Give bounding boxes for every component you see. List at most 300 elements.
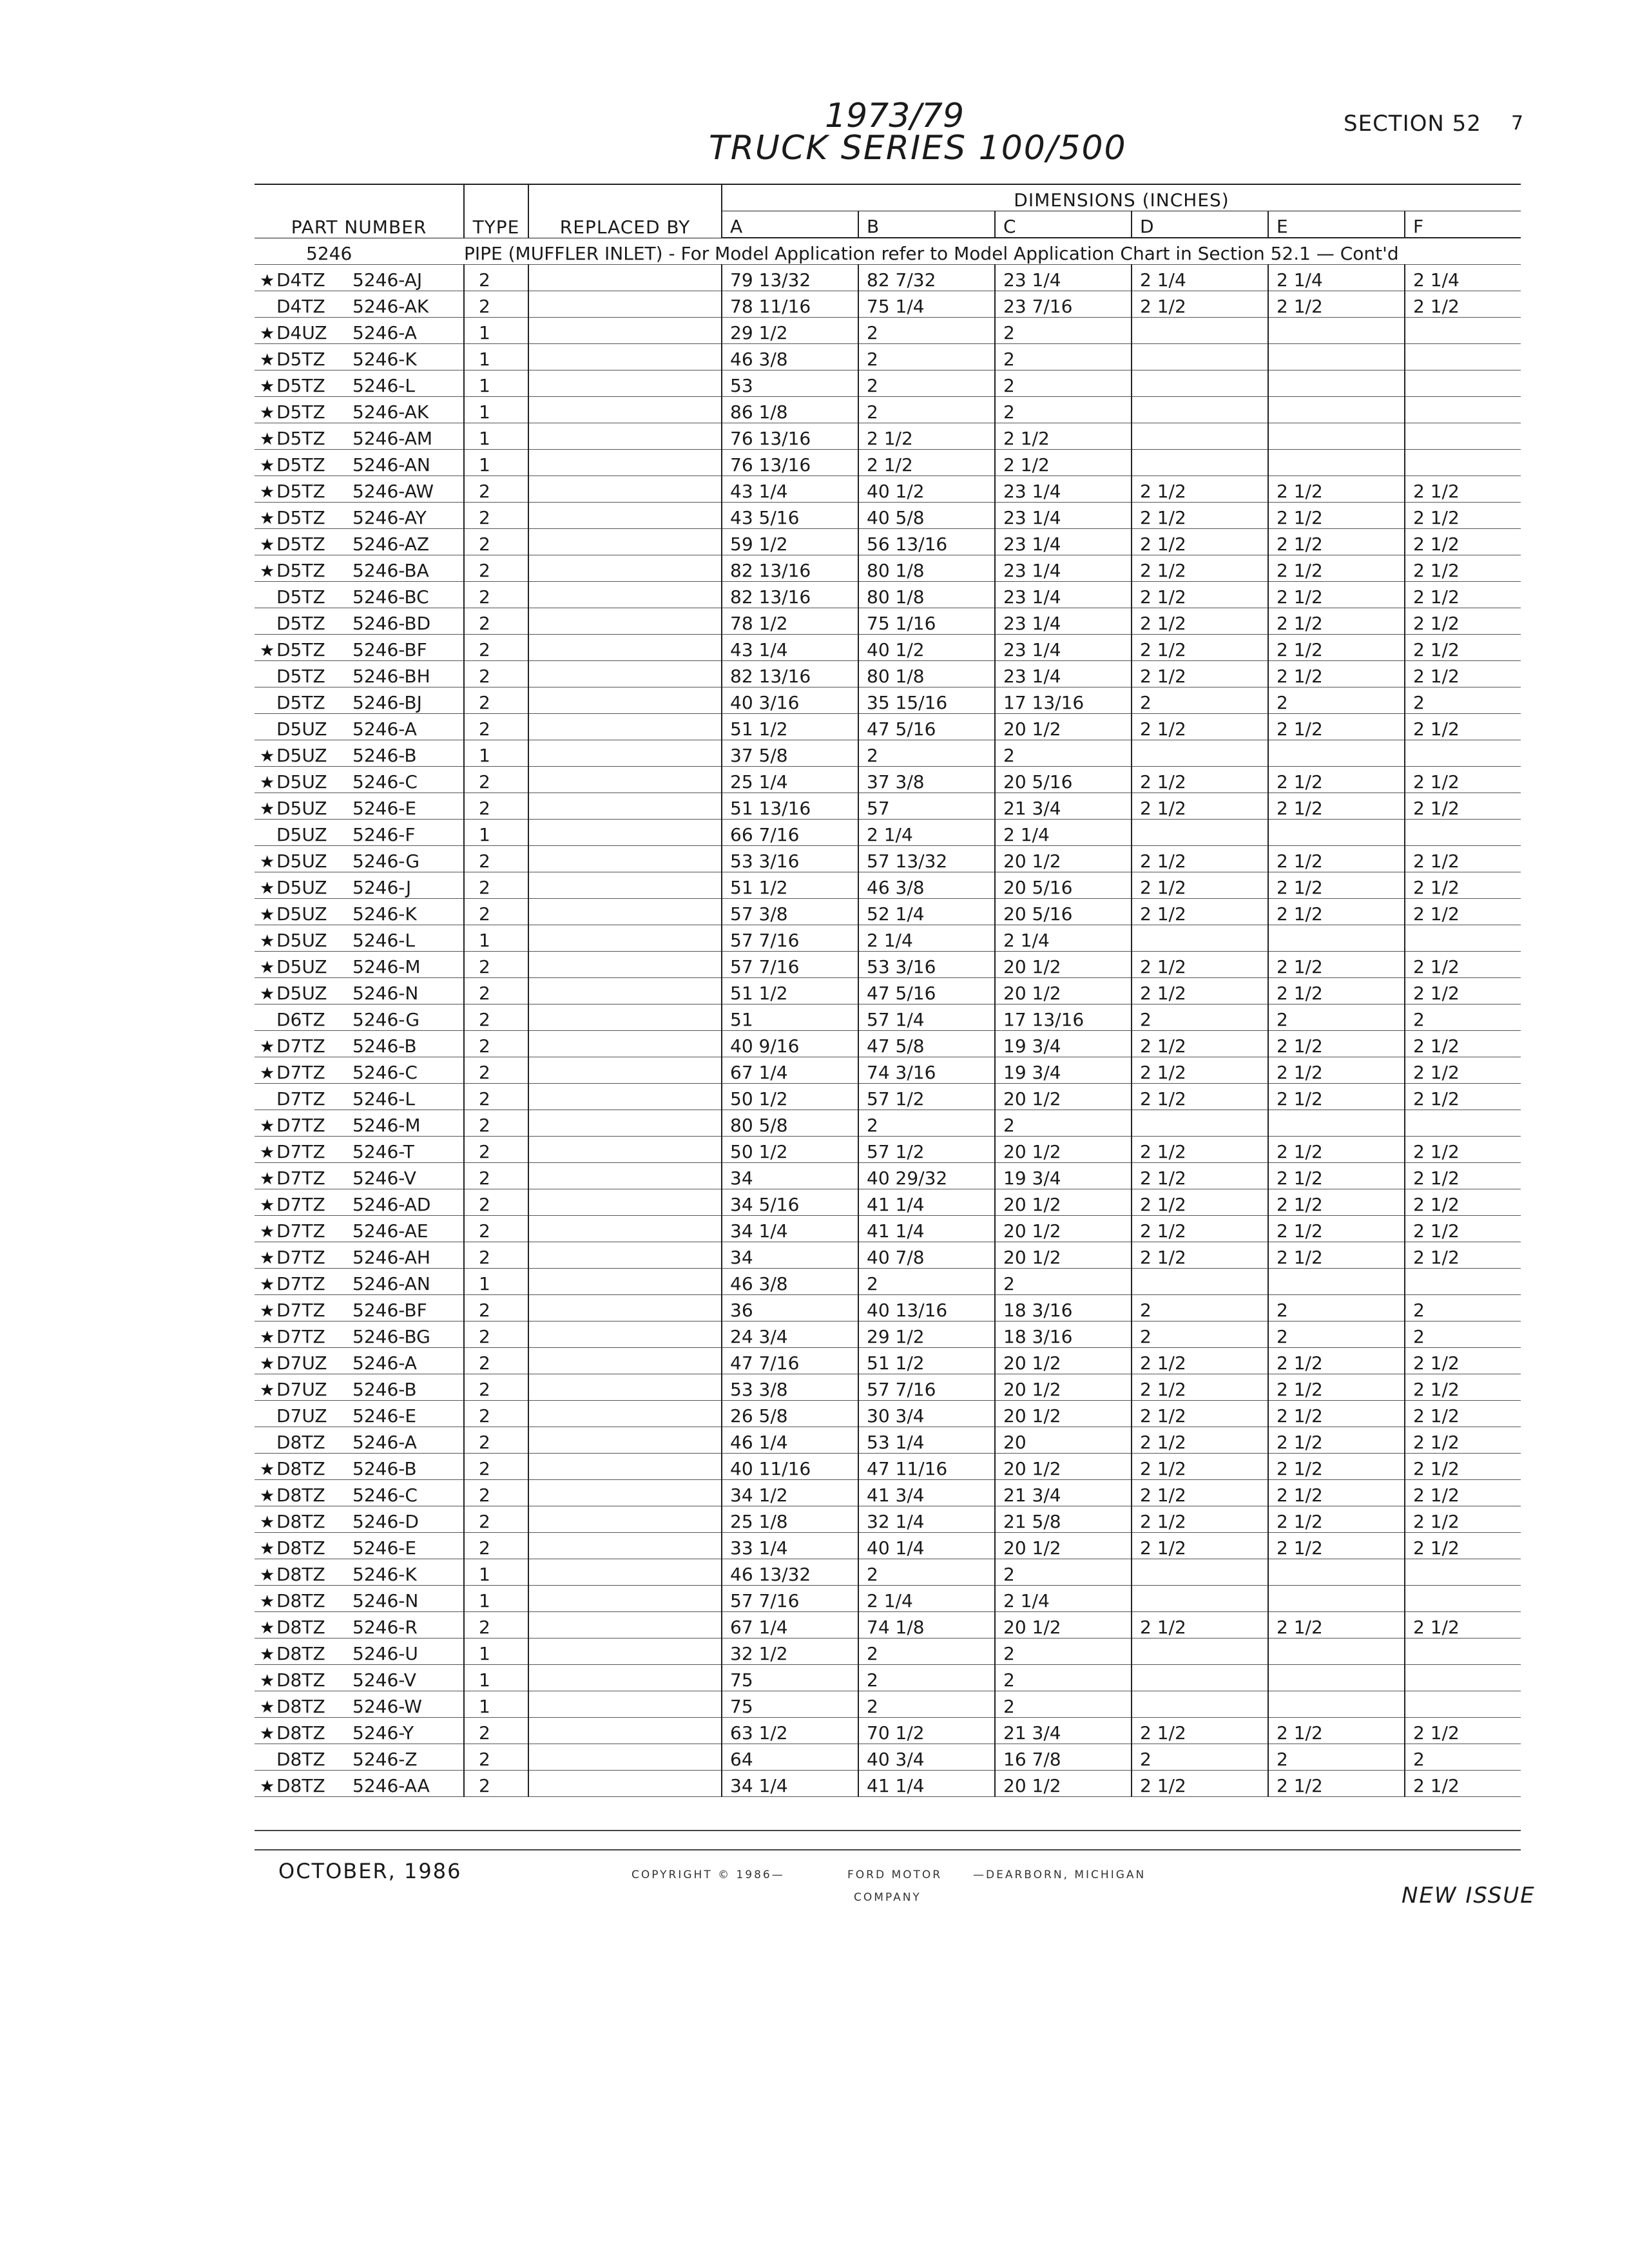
part-suffix: 5246-J: [352, 877, 412, 898]
dim-c-cell: 2: [995, 1665, 1132, 1691]
part-number-cell: [255, 318, 464, 344]
dim-e-cell: 2 1/2: [1268, 1242, 1405, 1269]
table-row: [255, 952, 1521, 978]
dim-d-cell: 2: [1132, 1295, 1268, 1321]
dim-f-cell: [1405, 1559, 1521, 1586]
dim-d-cell: 2 1/2: [1132, 1348, 1268, 1374]
star-icon: ★: [260, 773, 275, 793]
table-row: [255, 899, 1521, 925]
part-suffix: 5246-K: [352, 903, 417, 925]
table-row: [255, 767, 1521, 793]
dim-e-cell: 2 1/2: [1268, 1189, 1405, 1216]
dim-d-cell: 2 1/2: [1132, 476, 1268, 503]
type-cell: 2: [464, 661, 528, 687]
dim-b-cell: 75 1/4: [858, 291, 995, 318]
star-icon: ★: [260, 1381, 275, 1400]
part-suffix: 5246-F: [352, 824, 416, 845]
replaced-by-cell: [528, 1242, 722, 1269]
part-number-cell: [255, 1163, 464, 1189]
part-suffix: 5246-BG: [352, 1326, 430, 1347]
type-cell: 2: [464, 1110, 528, 1137]
type-cell: 2: [464, 1163, 528, 1189]
dim-f-cell: 2 1/2: [1405, 1533, 1521, 1559]
part-number-cell: [255, 846, 464, 872]
replaced-by-cell: [528, 291, 722, 318]
part-number-cell: [255, 1374, 464, 1401]
table-row: [255, 608, 1521, 635]
dim-a-cell: 76 13/16: [722, 423, 858, 450]
dim-e-cell: [1268, 820, 1405, 846]
dim-f-cell: [1405, 925, 1521, 952]
publisher-location: —DEARBORN, MICHIGAN: [973, 1869, 1146, 1881]
dim-c-cell: 2: [995, 370, 1132, 397]
part-number-cell: [255, 344, 464, 370]
part-prefix: D5TZ: [276, 613, 325, 634]
dim-c-cell: 2 1/4: [995, 820, 1132, 846]
dim-f-cell: 2 1/2: [1405, 1401, 1521, 1427]
star-icon: ★: [260, 1460, 275, 1479]
dim-d-cell: 2 1/2: [1132, 1189, 1268, 1216]
star-icon: ★: [260, 562, 275, 581]
dim-d-cell: [1132, 450, 1268, 476]
dim-a-cell: 67 1/4: [722, 1057, 858, 1084]
dim-e-cell: 2 1/4: [1268, 265, 1405, 291]
part-number-cell: [255, 1559, 464, 1586]
dim-e-cell: 2 1/2: [1268, 846, 1405, 872]
section-label: SECTION 52: [1344, 111, 1481, 137]
part-prefix: D8TZ: [276, 1485, 325, 1506]
type-header: TYPE: [464, 184, 528, 238]
type-cell: 2: [464, 1771, 528, 1797]
dim-b-cell: 2: [858, 1110, 995, 1137]
dim-c-cell: 19 3/4: [995, 1163, 1132, 1189]
dim-b-cell: 29 1/2: [858, 1321, 995, 1348]
dim-d-cell: [1132, 370, 1268, 397]
dim-e-cell: 2 1/2: [1268, 1533, 1405, 1559]
part-suffix: 5246-AN: [352, 454, 430, 476]
part-number-cell: [255, 1533, 464, 1559]
dim-f-cell: 2 1/2: [1405, 1427, 1521, 1454]
dim-b-cell: 40 3/4: [858, 1744, 995, 1771]
dim-d-cell: [1132, 1269, 1268, 1295]
dim-d-cell: [1132, 820, 1268, 846]
part-number-cell: [255, 1454, 464, 1480]
dim-d-cell: [1132, 344, 1268, 370]
part-prefix: D7TZ: [276, 1273, 325, 1294]
part-prefix: D8TZ: [276, 1564, 325, 1585]
part-number-cell: [255, 397, 464, 423]
dim-e-cell: 2 1/2: [1268, 1506, 1405, 1533]
dim-f-cell: 2 1/2: [1405, 1163, 1521, 1189]
part-suffix: 5246-U: [352, 1643, 418, 1664]
dim-b-cell: 2 1/2: [858, 450, 995, 476]
replaced-by-cell: [528, 1427, 722, 1454]
replaced-by-cell: [528, 1533, 722, 1559]
replaced-by-cell: [528, 1691, 722, 1718]
dim-c-cell: 23 1/4: [995, 555, 1132, 582]
part-prefix: D8TZ: [276, 1590, 325, 1611]
star-icon: ★: [260, 1698, 275, 1717]
star-icon: ★: [260, 958, 275, 977]
part-suffix: 5246-AW: [352, 481, 434, 502]
dim-c-cell: 2: [995, 740, 1132, 767]
dim-f-cell: 2 1/2: [1405, 1348, 1521, 1374]
dim-b-cell: 2 1/4: [858, 820, 995, 846]
group-row: [255, 238, 1521, 265]
dim-c-cell: 23 1/4: [995, 265, 1132, 291]
part-prefix: D7TZ: [276, 1115, 325, 1136]
dim-b-cell: 40 29/32: [858, 1163, 995, 1189]
dim-a-cell: 67 1/4: [722, 1612, 858, 1639]
part-number-cell: [255, 978, 464, 1004]
dim-f-cell: [1405, 1665, 1521, 1691]
type-cell: 2: [464, 872, 528, 899]
type-cell: 1: [464, 1639, 528, 1665]
type-cell: 1: [464, 820, 528, 846]
footer-divider: [255, 1849, 1521, 1850]
part-prefix: D7UZ: [276, 1352, 327, 1374]
part-suffix: 5246-K: [352, 349, 417, 370]
table-row: [255, 1612, 1521, 1639]
dim-f-cell: 2 1/2: [1405, 503, 1521, 529]
dim-b-cell: 80 1/8: [858, 661, 995, 687]
replaced-by-cell: [528, 608, 722, 635]
dim-d-cell: 2 1/2: [1132, 978, 1268, 1004]
star-icon: ★: [260, 1249, 275, 1268]
type-cell: 1: [464, 1665, 528, 1691]
part-prefix: D7TZ: [276, 1035, 325, 1057]
replaced-by-cell: [528, 952, 722, 978]
part-number-cell: [255, 476, 464, 503]
dim-d-header: D: [1132, 211, 1268, 238]
dim-c-cell: 2: [995, 1110, 1132, 1137]
part-suffix: 5246-AJ: [352, 269, 423, 291]
replaced-by-cell: [528, 767, 722, 793]
table-row: [255, 820, 1521, 846]
type-cell: 2: [464, 291, 528, 318]
dim-a-cell: 82 13/16: [722, 661, 858, 687]
dim-e-cell: 2 1/2: [1268, 503, 1405, 529]
part-suffix: 5246-B: [352, 1458, 417, 1479]
dim-a-cell: 63 1/2: [722, 1718, 858, 1744]
part-prefix: D5TZ: [276, 428, 325, 449]
star-icon: ★: [260, 1328, 275, 1347]
table-row: [255, 397, 1521, 423]
dim-d-cell: 2 1/2: [1132, 1771, 1268, 1797]
dim-e-cell: 2 1/2: [1268, 635, 1405, 661]
dim-c-cell: 2: [995, 397, 1132, 423]
part-prefix: D8TZ: [276, 1643, 325, 1664]
dim-a-cell: 33 1/4: [722, 1533, 858, 1559]
table-row: [255, 1110, 1521, 1137]
dim-c-cell: 19 3/4: [995, 1057, 1132, 1084]
dim-c-cell: 18 3/16: [995, 1295, 1132, 1321]
dim-d-cell: [1132, 1639, 1268, 1665]
dim-b-cell: 57 1/2: [858, 1084, 995, 1110]
dim-e-cell: 2 1/2: [1268, 899, 1405, 925]
dim-e-cell: [1268, 925, 1405, 952]
part-suffix: 5246-B: [352, 1379, 417, 1400]
dim-d-cell: 2 1/2: [1132, 872, 1268, 899]
dim-f-cell: 2 1/2: [1405, 1454, 1521, 1480]
replaced-by-cell: [528, 555, 722, 582]
dim-c-cell: 20 1/2: [995, 952, 1132, 978]
replaced-by-cell: [528, 978, 722, 1004]
dim-d-cell: 2 1/2: [1132, 714, 1268, 740]
publisher-company: COMPANY: [854, 1891, 921, 1904]
type-cell: 2: [464, 1321, 528, 1348]
table-header-row: [255, 184, 1521, 211]
dim-e-cell: 2 1/2: [1268, 767, 1405, 793]
dim-d-cell: 2: [1132, 1321, 1268, 1348]
part-number-cell: [255, 714, 464, 740]
dim-f-cell: 2 1/2: [1405, 793, 1521, 820]
part-suffix: 5246-BF: [352, 1300, 427, 1321]
star-icon: ★: [260, 1064, 275, 1083]
dim-f-cell: 2: [1405, 1295, 1521, 1321]
dim-c-cell: 2: [995, 1559, 1132, 1586]
dim-b-cell: 41 1/4: [858, 1216, 995, 1242]
part-suffix: 5246-A: [352, 718, 417, 740]
dim-e-cell: 2 1/2: [1268, 1374, 1405, 1401]
dim-c-cell: 21 3/4: [995, 793, 1132, 820]
replaced-by-cell: [528, 714, 722, 740]
dim-b-cell: 47 5/16: [858, 714, 995, 740]
part-suffix: 5246-E: [352, 1537, 417, 1559]
dim-f-cell: 2 1/2: [1405, 555, 1521, 582]
part-suffix: 5246-G: [352, 1009, 420, 1030]
dim-e-cell: 2 1/2: [1268, 1771, 1405, 1797]
dim-e-cell: 2 1/2: [1268, 872, 1405, 899]
dim-c-cell: 20 1/2: [995, 1401, 1132, 1427]
dim-d-cell: 2: [1132, 687, 1268, 714]
dim-f-cell: [1405, 740, 1521, 767]
part-number-cell: [255, 1189, 464, 1216]
type-cell: 2: [464, 1401, 528, 1427]
group-description: PIPE (MUFFLER INLET) - For Model Application refer to Model Application Chart in Section 52.1 — Cont'd: [464, 238, 1521, 265]
dim-a-cell: 46 1/4: [722, 1427, 858, 1454]
replaced-by-cell: [528, 344, 722, 370]
type-cell: 2: [464, 1427, 528, 1454]
part-prefix: D8TZ: [276, 1722, 325, 1744]
dim-a-cell: 75: [722, 1665, 858, 1691]
table-row: [255, 687, 1521, 714]
part-suffix: 5246-E: [352, 1405, 417, 1427]
part-suffix: 5246-K: [352, 1564, 417, 1585]
part-number-cell: [255, 1137, 464, 1163]
part-prefix: D8TZ: [276, 1458, 325, 1479]
dim-d-cell: 2 1/2: [1132, 1718, 1268, 1744]
part-suffix: 5246-BA: [352, 560, 429, 581]
dim-c-cell: 21 5/8: [995, 1506, 1132, 1533]
table-row: [255, 1189, 1521, 1216]
dim-d-cell: 2 1/2: [1132, 1216, 1268, 1242]
dim-a-cell: 51 1/2: [722, 714, 858, 740]
dim-d-cell: [1132, 1665, 1268, 1691]
part-suffix: 5246-C: [352, 1485, 418, 1506]
dim-f-cell: 2 1/2: [1405, 608, 1521, 635]
dim-c-cell: 20 1/2: [995, 1084, 1132, 1110]
dim-b-cell: 80 1/8: [858, 555, 995, 582]
star-icon: ★: [260, 509, 275, 528]
part-number-cell: [255, 952, 464, 978]
table-row: [255, 318, 1521, 344]
part-prefix: D7UZ: [276, 1379, 327, 1400]
replaced-by-cell: [528, 1639, 722, 1665]
replaced-by-cell: [528, 1559, 722, 1586]
part-suffix: 5246-BD: [352, 613, 431, 634]
dim-f-cell: [1405, 1691, 1521, 1718]
part-number-cell: [255, 608, 464, 635]
part-number-cell: [255, 1031, 464, 1057]
dim-a-cell: 86 1/8: [722, 397, 858, 423]
dim-e-cell: 2 1/2: [1268, 952, 1405, 978]
dim-c-cell: 2: [995, 1269, 1132, 1295]
dim-f-cell: [1405, 1110, 1521, 1137]
dim-b-cell: 2: [858, 318, 995, 344]
part-number-cell: [255, 1348, 464, 1374]
table-row: [255, 265, 1521, 291]
dim-a-cell: 50 1/2: [722, 1084, 858, 1110]
dim-c-cell: 20 1/2: [995, 1216, 1132, 1242]
dim-e-cell: 2 1/2: [1268, 978, 1405, 1004]
replaced-by-cell: [528, 846, 722, 872]
dim-a-cell: 51 13/16: [722, 793, 858, 820]
dim-d-cell: 2 1/2: [1132, 1506, 1268, 1533]
dim-f-cell: 2 1/2: [1405, 582, 1521, 608]
star-icon: ★: [260, 1037, 275, 1057]
dim-f-cell: 2 1/2: [1405, 1480, 1521, 1506]
replaced-by-cell: [528, 872, 722, 899]
part-prefix: D5UZ: [276, 771, 327, 793]
part-prefix: D7UZ: [276, 1405, 327, 1427]
type-cell: 1: [464, 1691, 528, 1718]
part-number-cell: [255, 1004, 464, 1031]
dim-d-cell: [1132, 925, 1268, 952]
part-number-cell: [255, 635, 464, 661]
part-prefix: D8TZ: [276, 1511, 325, 1532]
dim-f-cell: 2 1/2: [1405, 1084, 1521, 1110]
replaced-by-cell: [528, 1401, 722, 1427]
dim-d-cell: 2 1/4: [1132, 265, 1268, 291]
copyright-notice: COPYRIGHT © 1986—: [631, 1869, 785, 1881]
part-suffix: 5246-BC: [352, 586, 429, 608]
part-prefix: D5TZ: [276, 375, 325, 396]
dim-e-cell: 2 1/2: [1268, 1163, 1405, 1189]
dim-a-cell: 78 11/16: [722, 291, 858, 318]
replaced-by-cell: [528, 1057, 722, 1084]
dim-d-cell: 2 1/2: [1132, 1084, 1268, 1110]
dim-e-cell: 2 1/2: [1268, 608, 1405, 635]
part-suffix: 5246-AE: [352, 1220, 429, 1242]
dim-f-cell: 2 1/2: [1405, 1189, 1521, 1216]
star-icon: ★: [260, 905, 275, 925]
part-prefix: D8TZ: [276, 1617, 325, 1638]
footer-divider: [255, 1830, 1521, 1831]
dim-c-cell: 20 1/2: [995, 1374, 1132, 1401]
type-cell: 2: [464, 1506, 528, 1533]
table-row: [255, 1004, 1521, 1031]
type-cell: 2: [464, 1216, 528, 1242]
part-prefix: D5UZ: [276, 798, 327, 819]
dim-b-cell: 70 1/2: [858, 1718, 995, 1744]
dim-e-cell: 2: [1268, 1744, 1405, 1771]
table-row: [255, 1586, 1521, 1612]
dim-b-cell: 74 1/8: [858, 1612, 995, 1639]
type-cell: 1: [464, 740, 528, 767]
dim-b-cell: 2: [858, 344, 995, 370]
dim-f-cell: 2 1/2: [1405, 1057, 1521, 1084]
dim-f-cell: [1405, 1586, 1521, 1612]
part-prefix: D7TZ: [276, 1088, 325, 1110]
part-prefix: D7TZ: [276, 1220, 325, 1242]
part-prefix: D5TZ: [276, 454, 325, 476]
dim-e-cell: 2 1/2: [1268, 1427, 1405, 1454]
part-number-cell: [255, 1057, 464, 1084]
part-prefix: D5TZ: [276, 349, 325, 370]
replaced-by-cell: [528, 1295, 722, 1321]
part-prefix: D8TZ: [276, 1696, 325, 1717]
type-cell: 1: [464, 1269, 528, 1295]
part-number-cell: [255, 1110, 464, 1137]
type-cell: 2: [464, 1612, 528, 1639]
dim-e-cell: [1268, 1691, 1405, 1718]
dim-f-cell: 2 1/2: [1405, 635, 1521, 661]
dim-d-cell: 2 1/2: [1132, 1427, 1268, 1454]
dim-a-cell: 34 1/2: [722, 1480, 858, 1506]
dim-d-cell: 2 1/2: [1132, 1401, 1268, 1427]
dim-e-cell: 2 1/2: [1268, 1480, 1405, 1506]
star-icon: ★: [260, 1117, 275, 1136]
dim-e-cell: 2 1/2: [1268, 476, 1405, 503]
table-row: [255, 1163, 1521, 1189]
dim-b-cell: 53 3/16: [858, 952, 995, 978]
star-icon: ★: [260, 430, 275, 449]
part-prefix: D5TZ: [276, 639, 325, 660]
dim-e-cell: [1268, 318, 1405, 344]
dim-d-cell: 2 1/2: [1132, 1137, 1268, 1163]
replaced-by-cell: [528, 793, 722, 820]
dim-e-cell: 2 1/2: [1268, 1612, 1405, 1639]
replaced-by-cell: [528, 1506, 722, 1533]
dim-a-cell: 47 7/16: [722, 1348, 858, 1374]
dim-f-cell: 2 1/2: [1405, 661, 1521, 687]
part-number-cell: [255, 529, 464, 555]
dim-c-cell: 20 1/2: [995, 846, 1132, 872]
dim-b-cell: 40 1/4: [858, 1533, 995, 1559]
dim-f-cell: 2 1/2: [1405, 1612, 1521, 1639]
part-number-cell: [255, 1427, 464, 1454]
dim-d-cell: 2 1/2: [1132, 529, 1268, 555]
dim-c-cell: 23 1/4: [995, 582, 1132, 608]
replaced-by-cell: [528, 1004, 722, 1031]
dim-f-cell: 2 1/2: [1405, 952, 1521, 978]
star-icon: ★: [260, 1539, 275, 1559]
part-prefix: D8TZ: [276, 1775, 325, 1796]
dim-e-cell: 2 1/2: [1268, 1084, 1405, 1110]
dim-f-cell: 2: [1405, 1744, 1521, 1771]
dim-f-cell: 2 1/2: [1405, 291, 1521, 318]
dim-b-cell: 2: [858, 1559, 995, 1586]
type-cell: 2: [464, 1295, 528, 1321]
table-row: [255, 1533, 1521, 1559]
type-cell: 2: [464, 1057, 528, 1084]
dim-f-cell: [1405, 1639, 1521, 1665]
dim-c-cell: 20 1/2: [995, 1242, 1132, 1269]
type-cell: 2: [464, 899, 528, 925]
type-cell: 2: [464, 1533, 528, 1559]
replaced-by-cell: [528, 1744, 722, 1771]
